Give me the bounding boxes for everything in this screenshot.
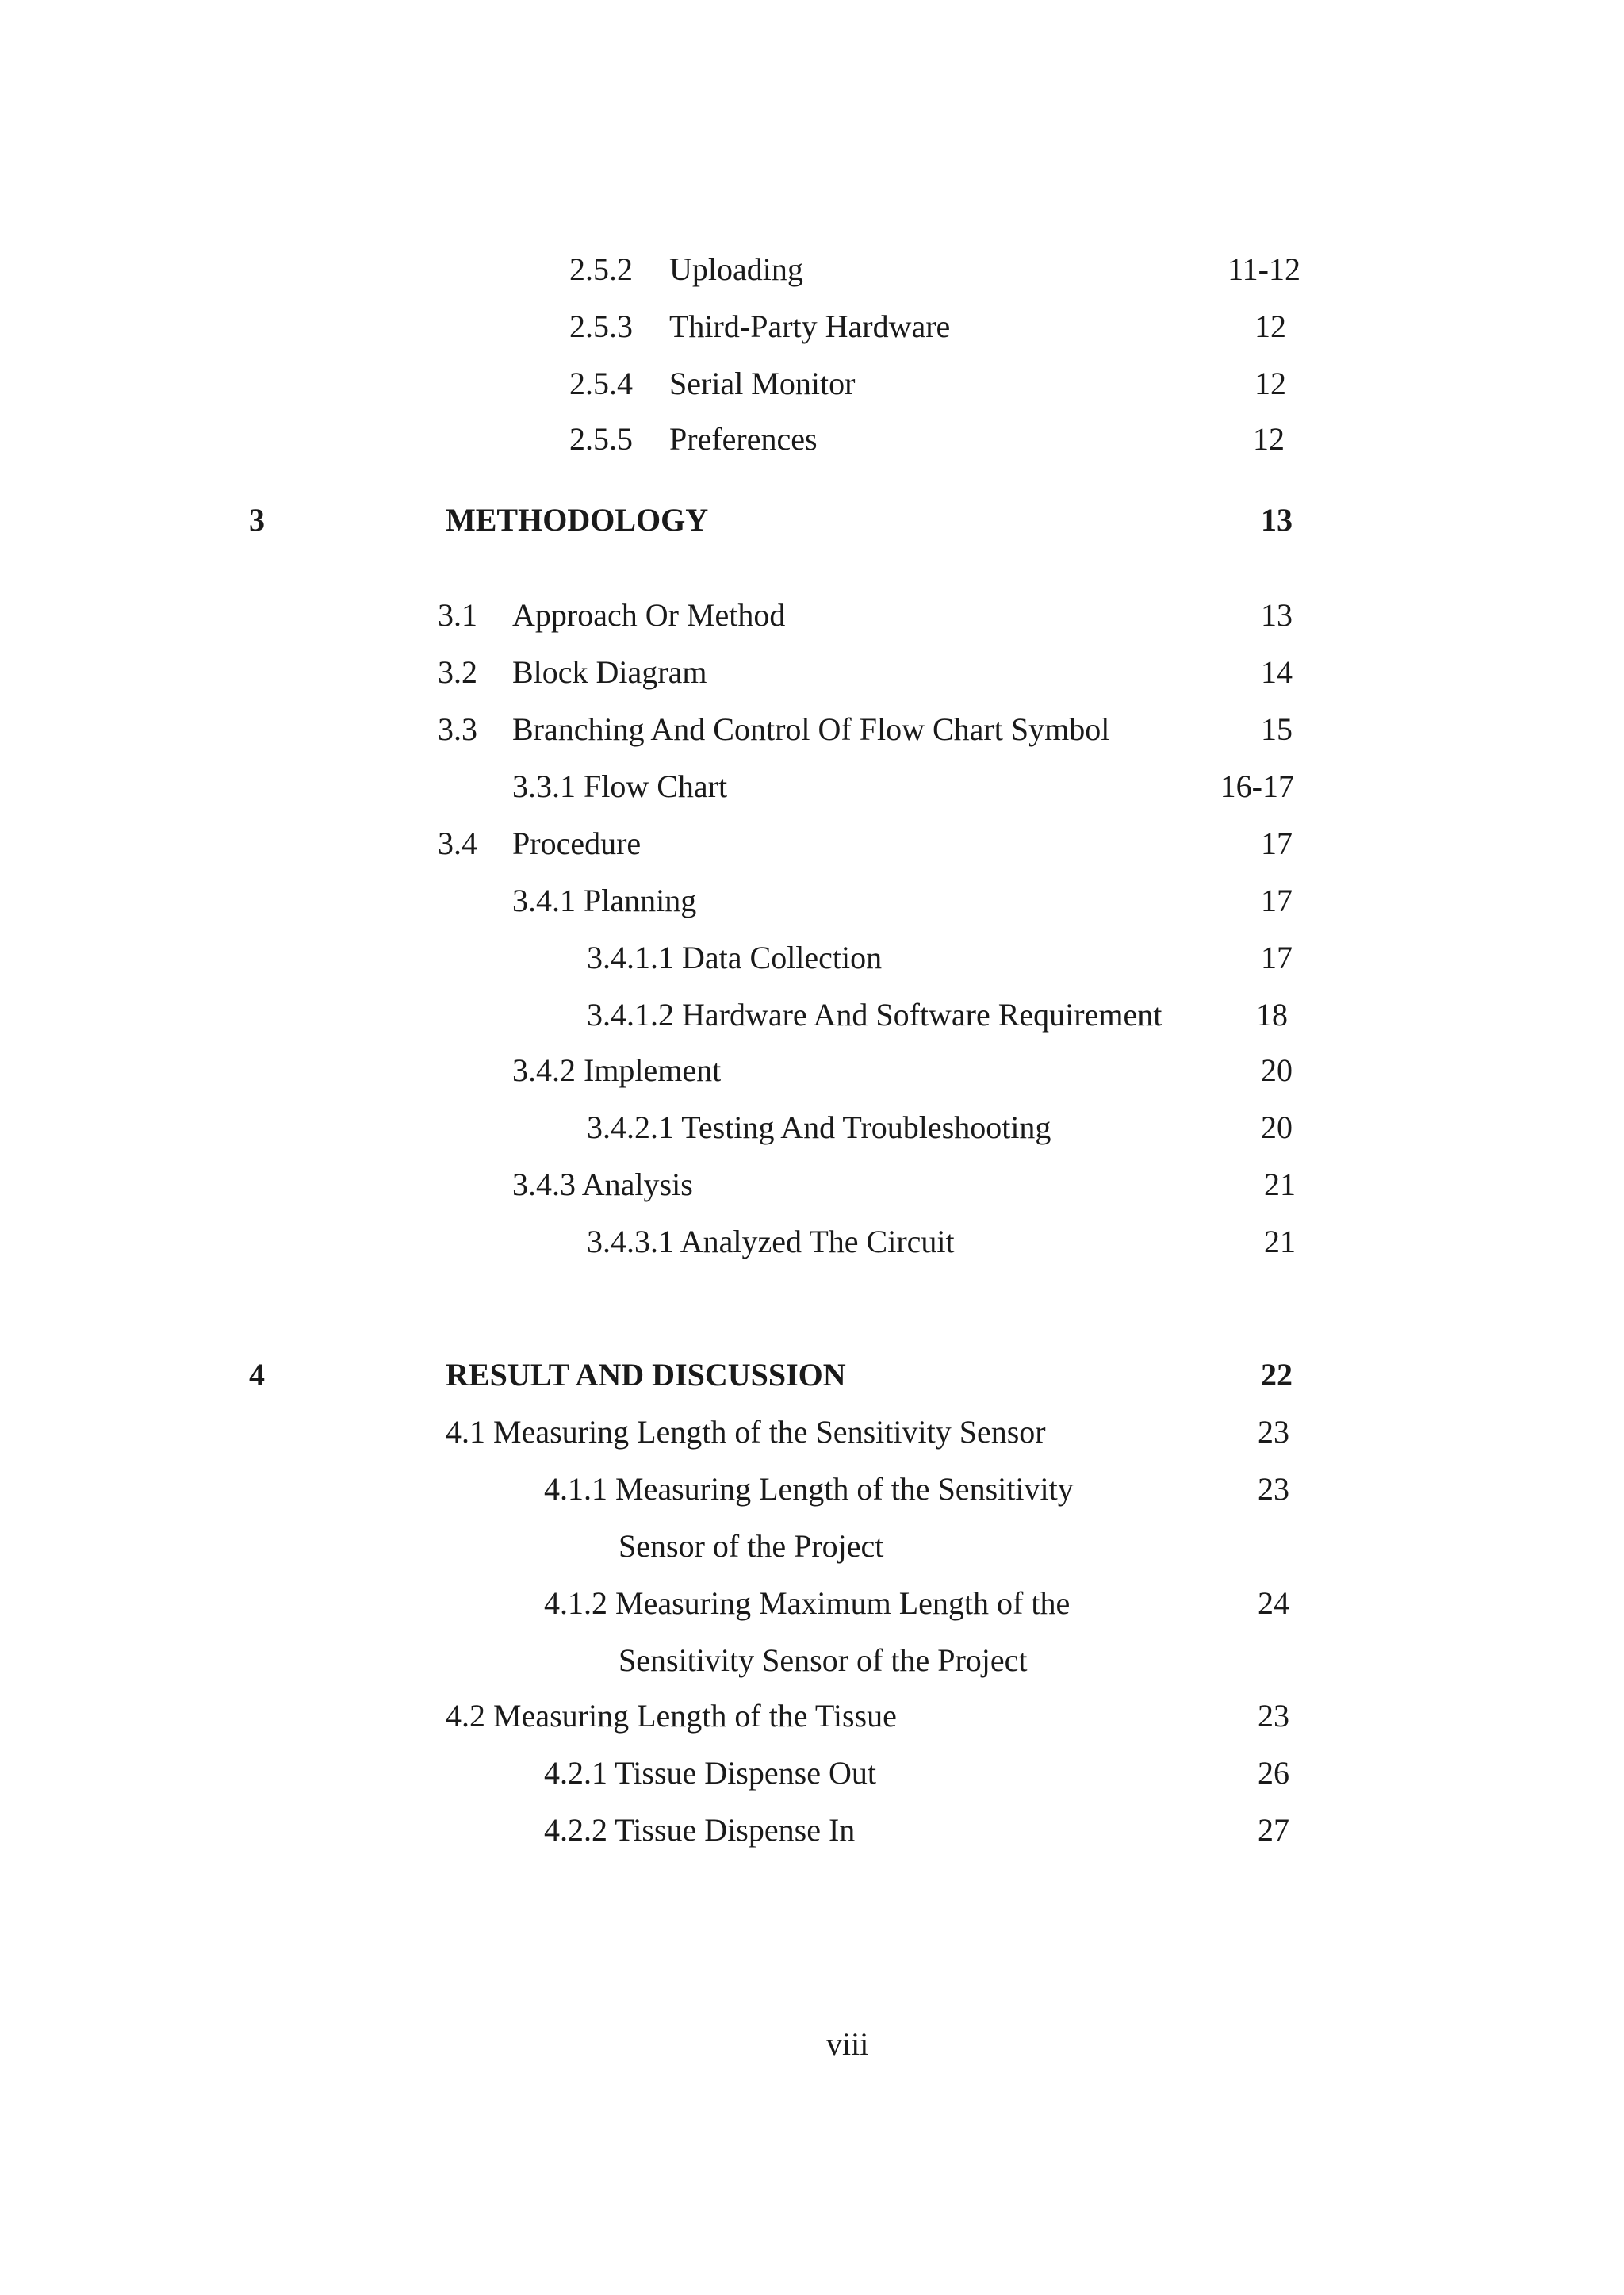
toc-entry-title: 4.2.1 Tissue Dispense Out: [544, 1755, 876, 1791]
toc-entry-page: 21: [1264, 1224, 1296, 1259]
toc-entry-page: 23: [1258, 1471, 1289, 1507]
chapter-number: 4: [249, 1357, 265, 1393]
toc-entry-title: Serial Monitor: [669, 366, 856, 401]
toc-entry-page: 20: [1261, 1109, 1293, 1145]
toc-entry-page: 14: [1261, 654, 1293, 690]
toc-entry-page: 16-17: [1220, 768, 1294, 804]
toc-entry-number: 2.5.3: [569, 308, 633, 344]
toc-entry-page: 27: [1258, 1812, 1289, 1848]
toc-entry-title: Preferences: [669, 421, 818, 457]
toc-entry-title: 3.4.1 Planning: [512, 883, 697, 918]
toc-entry-title-continued: Sensitivity Sensor of the Project: [619, 1642, 1028, 1678]
toc-entry-title: Block Diagram: [512, 654, 707, 690]
toc-entry-page: 15: [1261, 711, 1293, 747]
toc-entry-title: 4.2.2 Tissue Dispense In: [544, 1812, 856, 1848]
toc-entry-title: Branching And Control Of Flow Chart Symbol: [512, 711, 1110, 747]
toc-entry-page: 26: [1258, 1755, 1289, 1791]
chapter-title: RESULT AND DISCUSSION: [446, 1357, 846, 1393]
chapter-title: METHODOLOGY: [446, 502, 709, 538]
toc-entry-title: Approach Or Method: [512, 597, 786, 633]
toc-entry-page: 12: [1254, 366, 1286, 401]
toc-entry-number: 3.4: [438, 826, 477, 861]
toc-entry-page: 18: [1256, 997, 1288, 1033]
toc-entry-number: 3.1: [438, 597, 477, 633]
toc-entry-page: 24: [1258, 1585, 1289, 1621]
toc-entry-title: 3.4.1.1 Data Collection: [587, 940, 883, 975]
toc-entry-title: 4.1.1 Measuring Length of the Sensitivity: [544, 1471, 1074, 1507]
toc-entry-title: 4.1.2 Measuring Maximum Length of the: [544, 1585, 1071, 1621]
toc-entry-title: 3.4.2.1 Testing And Troubleshooting: [587, 1109, 1051, 1145]
toc-entry-number: 3.3: [438, 711, 477, 747]
toc-entry-number: 3.2: [438, 654, 477, 690]
toc-entry-page: 23: [1258, 1414, 1289, 1450]
chapter-number: 3: [249, 502, 265, 538]
toc-entry-title: Uploading: [669, 251, 803, 287]
toc-entry-page: 23: [1258, 1698, 1289, 1734]
toc-entry-page: 11-12: [1228, 251, 1300, 287]
toc-entry-number: 2.5.5: [569, 421, 633, 457]
toc-entry-title-continued: Sensor of the Project: [619, 1528, 884, 1564]
toc-entry-page: 17: [1261, 826, 1293, 861]
toc-entry-title: Third-Party Hardware: [669, 308, 951, 344]
toc-entry-title: 3.4.3.1 Analyzed The Circuit: [587, 1224, 955, 1259]
toc-entry-number: 2.5.4: [569, 366, 633, 401]
toc-entry-title: 4.2 Measuring Length of the Tissue: [446, 1698, 897, 1734]
footer-page-number: viii: [826, 2026, 869, 2062]
toc-entry-page: 20: [1261, 1052, 1293, 1088]
toc-entry-title: 4.1 Measuring Length of the Sensitivity Sensor: [446, 1414, 1046, 1450]
toc-entry-page: 13: [1261, 597, 1293, 633]
chapter-page: 22: [1261, 1357, 1293, 1393]
toc-entry-page: 21: [1264, 1167, 1296, 1202]
toc-entry-title: 3.4.1.2 Hardware And Software Requirement: [587, 997, 1162, 1033]
toc-entry-number: 2.5.2: [569, 251, 633, 287]
toc-entry-title: 3.4.3 Analysis: [512, 1167, 693, 1202]
toc-entry-page: 17: [1261, 883, 1293, 918]
toc-entry-title: Procedure: [512, 826, 642, 861]
toc-entry-title: 3.3.1 Flow Chart: [512, 768, 728, 804]
toc-entry-title: 3.4.2 Implement: [512, 1052, 722, 1088]
toc-entry-page: 12: [1254, 308, 1286, 344]
toc-entry-page: 17: [1261, 940, 1293, 975]
chapter-page: 13: [1261, 502, 1293, 538]
toc-entry-page: 12: [1253, 421, 1285, 457]
